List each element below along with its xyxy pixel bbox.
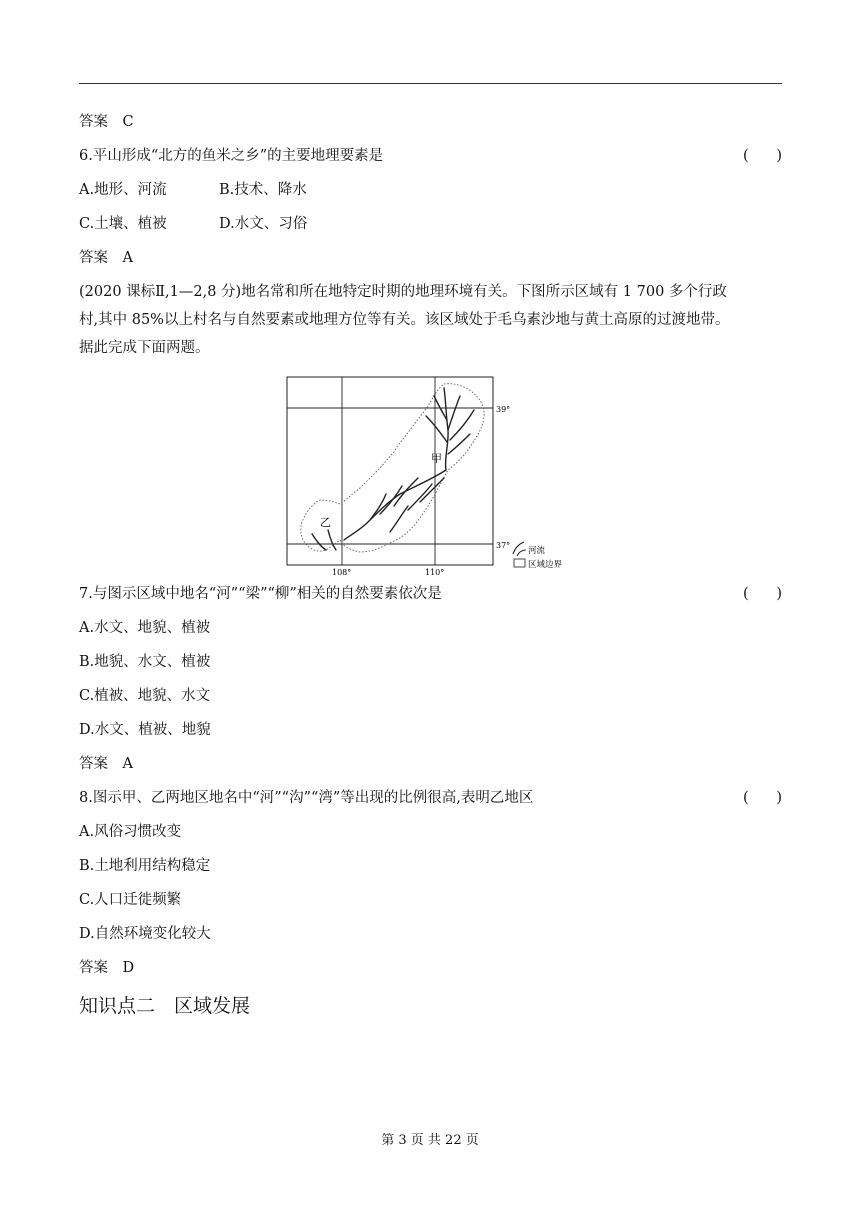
q8-answer: 答案 D [79, 960, 135, 976]
river-north-branch-2 [448, 396, 460, 430]
legend-boundary-icon [514, 559, 525, 567]
q5-answer: 答案 C [79, 114, 134, 130]
q6-answer-paren: ( ) [743, 148, 782, 164]
material-line-1: (2020 课标Ⅱ,1—2,8 分)地名常和所在地特定时期的地理环境有关。下图所示区域有 1 700 多个行政 [79, 284, 727, 300]
lon-label-108: 108° [332, 568, 352, 577]
material-line-2: 村,其中 85%以上村名与自然要素或地理方位等有关。该区域处于毛乌素沙地与黄土高原的过渡地带。 [79, 312, 730, 328]
q6-stem: 6.平山形成“北方的鱼米之乡”的主要地理要素是 [79, 148, 384, 164]
q7-option-a: A.水文、地貌、植被 [79, 620, 211, 636]
river-west-2 [328, 530, 336, 550]
river-north-branch-4 [426, 416, 447, 442]
river-west-1 [312, 534, 326, 550]
q8-option-b: B.土地利用结构稳定 [79, 858, 211, 874]
q7-answer-paren: ( ) [743, 586, 782, 602]
page-footer: 第 3 页 共 22 页 [381, 1133, 479, 1148]
q6-answer: 答案 A [79, 250, 133, 266]
river-north-branch-5 [448, 434, 470, 454]
q7-answer: 答案 A [79, 756, 133, 772]
q8-answer-paren: ( ) [743, 790, 782, 806]
legend-boundary-label: 区域边界 [528, 560, 563, 570]
lat-label-39: 39° [496, 405, 511, 414]
legend-river-icon [513, 542, 524, 554]
lon-label-110: 110° [425, 568, 445, 577]
q8-option-d: D.自然环境变化较大 [79, 926, 211, 942]
header-rule [79, 83, 782, 84]
river-main-north [444, 388, 448, 470]
map-frame [287, 377, 493, 565]
section-heading: 知识点二 区域发展 [79, 995, 251, 1017]
q6-option-a: A.地形、河流 [79, 182, 167, 198]
label-jia: 甲 [431, 452, 442, 465]
legend-river-label: 河流 [528, 546, 546, 556]
q8-option-c: C.人口迁徙频繁 [79, 892, 182, 908]
lat-label-37: 37° [496, 541, 511, 550]
material-paragraph [79, 278, 785, 362]
q8-option-a: A.风俗习惯改变 [79, 824, 182, 840]
river-mid-branch-5 [420, 478, 444, 502]
label-yi: 乙 [320, 516, 331, 529]
q6-option-c: C.土壤、植被 [79, 216, 167, 232]
region-map [284, 374, 584, 578]
material-line-3: 据此完成下面两题。 [79, 340, 210, 356]
q7-option-d: D.水文、植被、地貌 [79, 722, 211, 738]
q7-option-c: C.植被、地貌、水文 [79, 688, 211, 704]
legend-river-icon-branch [517, 550, 526, 556]
q6-option-d: D.水文、习俗 [219, 216, 308, 232]
q7-stem: 7.与图示区域中地名“河”“梁”“柳”相关的自然要素依次是 [79, 586, 442, 602]
q7-option-b: B.地貌、水文、植被 [79, 654, 211, 670]
river-south-branch [390, 506, 408, 532]
q8-stem: 8.图示甲、乙两地区地名中“河”“沟”“湾”等出现的比例很高,表明乙地区 [79, 790, 534, 806]
q6-option-b: B.技术、降水 [219, 182, 307, 198]
